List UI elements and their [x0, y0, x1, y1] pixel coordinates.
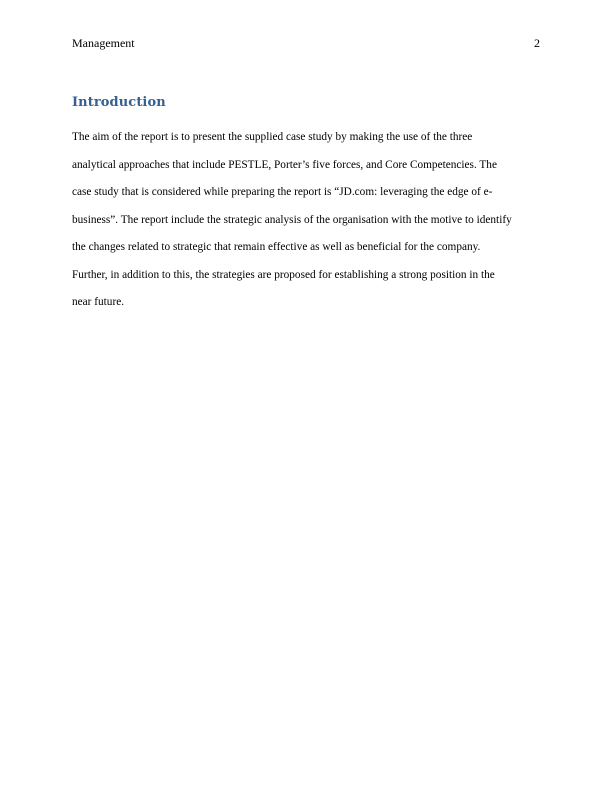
paragraph-line: Further, in addition to this, the strategies are proposed for establishing a strong position in the: [72, 268, 495, 281]
paragraph-line: analytical approaches that include PESTLE, Porter’s five forces, and Core Competencies. The: [72, 158, 497, 171]
paragraph-line: the changes related to strategic that remain effective as well as beneficial for the company.: [72, 241, 481, 253]
paragraph-line: The aim of the report is to present the supplied case study by making the use of the three: [72, 131, 473, 143]
paragraph-line: business”. The report include the strategic analysis of the organisation with the motive to identify: [72, 213, 512, 226]
introduction-paragraph: [72, 124, 542, 317]
section-heading: Introduction: [72, 95, 166, 110]
paragraph-line: case study that is considered while preparing the report is “JD.com: leveraging the edge of e-: [72, 186, 493, 198]
page-number: 2: [534, 36, 540, 50]
running-header: [72, 36, 540, 52]
running-head-title: Management: [72, 36, 135, 50]
paragraph-line: near future.: [72, 296, 125, 308]
